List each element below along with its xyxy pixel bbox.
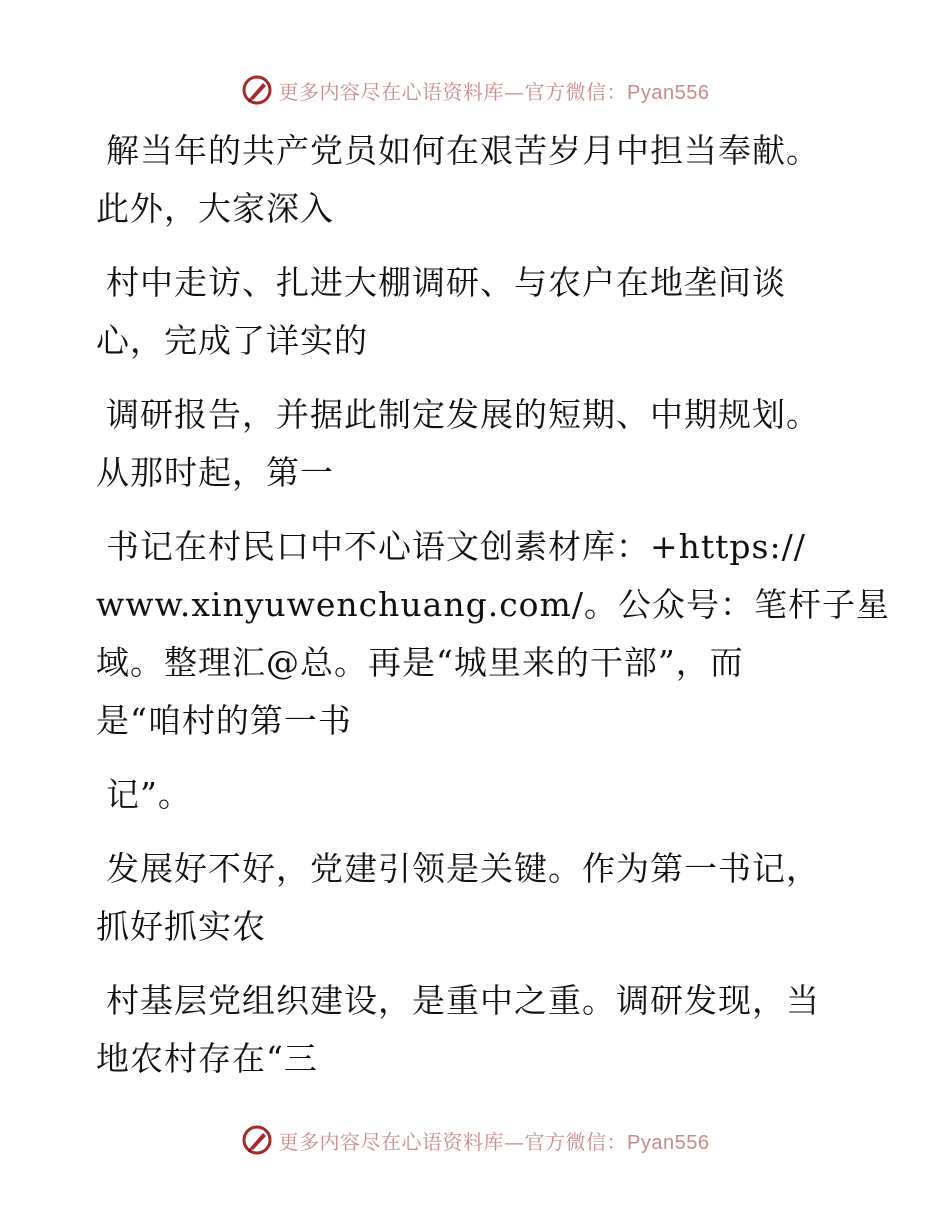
footer-watermark-banner	[0, 1120, 950, 1160]
body-line-8: www.xinyuwenchuang.com/。公众号：笔杆子星	[96, 585, 890, 624]
pen-logo-icon	[241, 1124, 273, 1156]
body-line-10: 是“咱村的第一书	[96, 701, 352, 740]
body-line-4: 心，完成了详实的	[96, 321, 368, 360]
body-line-15: 地农村存在“三	[96, 1039, 318, 1078]
header-watermark-id: Pyan556	[627, 81, 710, 104]
pen-logo-icon	[241, 74, 273, 106]
body-line-1: 解当年的共产党员如何在艰苦岁月中担当奉献。	[106, 131, 820, 170]
body-line-6: 从那时起，第一	[96, 453, 334, 492]
footer-watermark-text: 更多内容尽在心语资料库—官方微信：Pyan556	[278, 1129, 710, 1154]
footer-watermark-id: Pyan556	[627, 1131, 710, 1154]
header-watermark-banner	[0, 70, 950, 110]
document-body	[96, 122, 890, 1088]
body-line-14: 村基层党组织建设，是重中之重。调研发现，当	[106, 981, 820, 1020]
body-line-7: 书记在村民口中不心语文创素材库：+https://	[106, 527, 806, 566]
body-line-12: 发展好不好，党建引领是关键。作为第一书记，	[106, 849, 820, 888]
body-line-11: 记”。	[106, 775, 192, 814]
body-line-2: 此外，大家深入	[96, 189, 334, 228]
body-line-3: 村中走访、扎进大棚调研、与农户在地垄间谈	[106, 263, 786, 302]
body-line-9: 域。整理汇@总。再是“城里来的干部”，而	[96, 643, 744, 682]
body-line-5: 调研报告，并据此制定发展的短期、中期规划。	[106, 395, 820, 434]
body-line-13: 抓好抓实农	[96, 907, 266, 946]
header-watermark-text: 更多内容尽在心语资料库—官方微信：Pyan556	[278, 79, 710, 104]
